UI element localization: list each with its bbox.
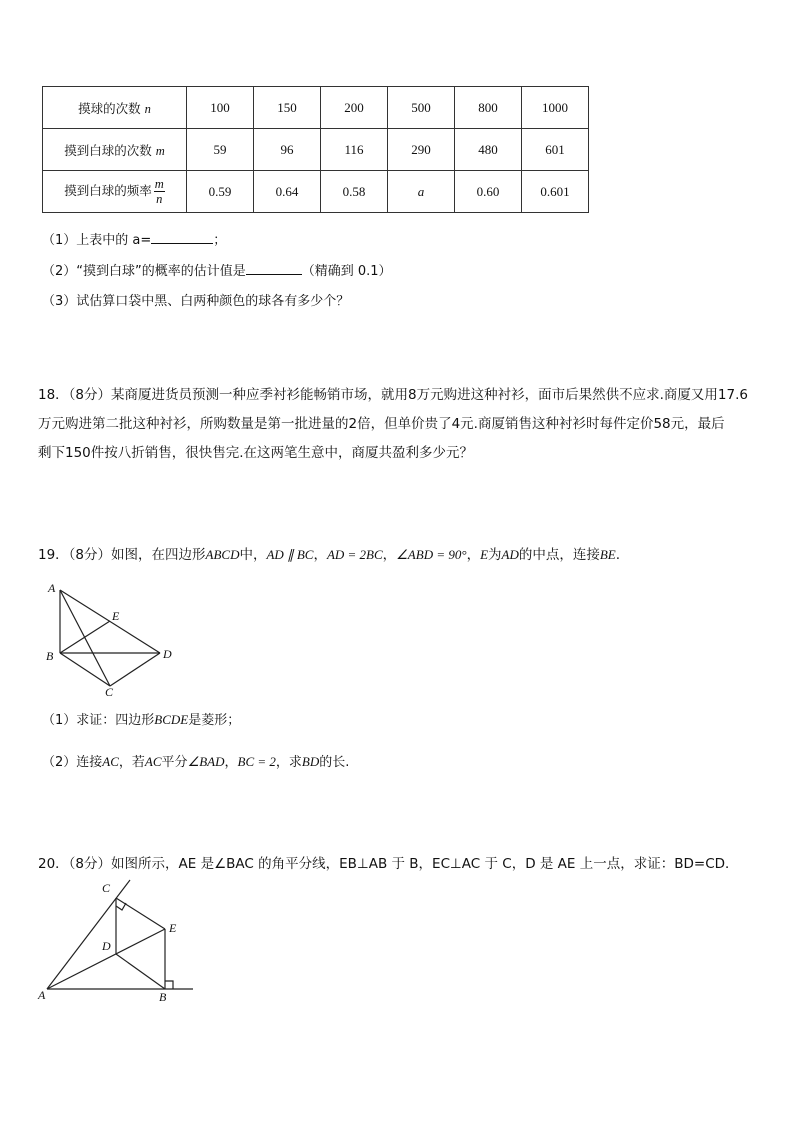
- q18-line: 剩下150件按八折销售，很快售完.在这两笔生意中，商厦共盈利多少元？: [38, 445, 474, 461]
- q19-statement: [38, 543, 620, 563]
- q19-math: BCDE: [154, 712, 189, 727]
- table-cell: 500: [388, 87, 455, 129]
- q19-math: AD = 2BC: [326, 547, 383, 562]
- q17-sub1-text: （1）上表中的 a=: [42, 233, 152, 248]
- q19-sub2-text: ，: [224, 755, 238, 770]
- row-header-var: n: [144, 101, 151, 116]
- q19-math: BE: [599, 547, 616, 562]
- row-header-text: 摸球的次数: [78, 100, 141, 116]
- answer-blank: [151, 232, 213, 244]
- q20-statement: 20．（8分）如图所示，AE 是∠BAC 的角平分线，EB⊥AB 于 B，EC⊥AC 于 C，D 是 AE 上一点，求证：BD=CD．: [38, 856, 739, 872]
- segment-db: [116, 954, 165, 989]
- table-cell: 290: [388, 129, 455, 171]
- table-cell: a: [388, 171, 455, 213]
- point-label-e: E: [112, 609, 120, 623]
- q19-sub1-text: 是菱形；: [188, 713, 241, 728]
- fraction-denominator: n: [156, 192, 163, 206]
- q19-sub2: [42, 751, 349, 770]
- row-header-var: m: [155, 143, 165, 158]
- answer-blank: [246, 263, 302, 275]
- q19-text: ，: [382, 547, 397, 563]
- fraction: [154, 177, 165, 206]
- table-cell: 480: [455, 129, 522, 171]
- q19-math: ∠ABD = 90°: [396, 547, 467, 562]
- table-cell: 96: [254, 129, 321, 171]
- q17-sub2-end: （精确到 0.1）: [301, 264, 392, 279]
- segment-ac: [60, 590, 110, 686]
- q19-sub1-text: （1）求证：四边形: [42, 713, 155, 728]
- q17-sub2-text: （2）“摸到白球”的概率的估计值是: [42, 264, 246, 279]
- point-label-d: D: [102, 939, 111, 953]
- table-cell: 59: [187, 129, 254, 171]
- q19-math: BC = 2: [237, 754, 276, 769]
- q19-math: E: [480, 547, 489, 562]
- segment-cd: [110, 653, 160, 686]
- row-header: [43, 171, 187, 213]
- point-label-c: C: [105, 685, 114, 698]
- table-cell: 601: [522, 129, 589, 171]
- segment-be: [60, 621, 110, 653]
- q19-math: AC: [102, 754, 119, 769]
- q19-text: 为: [488, 547, 502, 563]
- q19-sub2-text: 的长.: [319, 755, 350, 770]
- row-header-text: 摸到白球的频率: [64, 183, 152, 198]
- q19-math: AD: [501, 547, 519, 562]
- table-cell: 0.601: [522, 171, 589, 213]
- q19-math: BD: [301, 754, 320, 769]
- q18-line: 18．（8分）某商厦进货员预测一种应季衬衫能畅销市场，就用8万元购进这种衬衫，面市后果然供不应求.商厦又用17.6: [38, 387, 748, 403]
- point-label-a: A: [38, 988, 46, 1002]
- table-row: [43, 87, 589, 129]
- frequency-table: [42, 86, 589, 213]
- segment-ae: [47, 929, 165, 989]
- table-cell: 100: [187, 87, 254, 129]
- q19-text: 19．（8分）如图，在四边形: [38, 547, 206, 563]
- q19-text: .: [615, 547, 621, 563]
- q19-sub2-text: （2）连接: [42, 755, 103, 770]
- table-cell: 0.64: [254, 171, 321, 213]
- q20-figure: [30, 875, 205, 1005]
- q17-sub1-end: ；: [213, 233, 227, 248]
- point-label-c: C: [102, 881, 111, 895]
- table-cell: 116: [321, 129, 388, 171]
- table-cell: 800: [455, 87, 522, 129]
- point-label-e: E: [169, 921, 177, 935]
- table-cell: 150: [254, 87, 321, 129]
- point-label-b: B: [46, 649, 54, 663]
- ray-ac: [47, 880, 130, 989]
- q19-text: 中，: [239, 547, 267, 563]
- point-label-d: D: [163, 647, 172, 661]
- table-row: [43, 171, 589, 213]
- segment-bc: [60, 653, 110, 686]
- q19-math: AD ∥ BC: [266, 547, 314, 562]
- q19-sub1: [42, 709, 240, 728]
- table-cell: 0.58: [321, 171, 388, 213]
- q17-sub3: （3）试估算口袋中黑、白两种颜色的球各有多少个？: [42, 294, 350, 309]
- q17-sub2: [42, 260, 392, 279]
- q19-figure: [40, 578, 180, 698]
- point-label-b: B: [159, 990, 167, 1004]
- q19-text: ，: [466, 547, 481, 563]
- table-row: [43, 129, 589, 171]
- point-label-a: A: [48, 581, 56, 595]
- table-cell: 200: [321, 87, 388, 129]
- q19-text: ，: [313, 547, 327, 563]
- row-header: [43, 87, 187, 129]
- q19-math: ∠BAD: [187, 754, 225, 769]
- q19-text: 的中点，连接: [518, 547, 600, 563]
- q19-math: ABCD: [205, 547, 240, 562]
- segment-ce: [116, 898, 165, 929]
- row-header: [43, 129, 187, 171]
- q18-line: 万元购进第二批这种衬衫，所购数量是第一批进量的2倍，但单价贵了4元.商厦销售这种衬衫时每件定价58元，最后: [38, 416, 725, 432]
- q19-sub2-text: ，求: [275, 755, 302, 770]
- q19-sub2-text: ，若: [118, 755, 145, 770]
- table-cell: 1000: [522, 87, 589, 129]
- right-angle-mark-b: [165, 981, 173, 989]
- table-cell: 0.59: [187, 171, 254, 213]
- fraction-numerator: m: [154, 177, 164, 191]
- q19-math: AC: [144, 754, 162, 769]
- q18-paragraph: [38, 381, 758, 468]
- table-cell: 0.60: [455, 171, 522, 213]
- q17-sub1: [42, 229, 226, 248]
- q19-sub2-text: 平分: [161, 755, 188, 770]
- row-header-text: 摸到白球的次数: [64, 142, 152, 158]
